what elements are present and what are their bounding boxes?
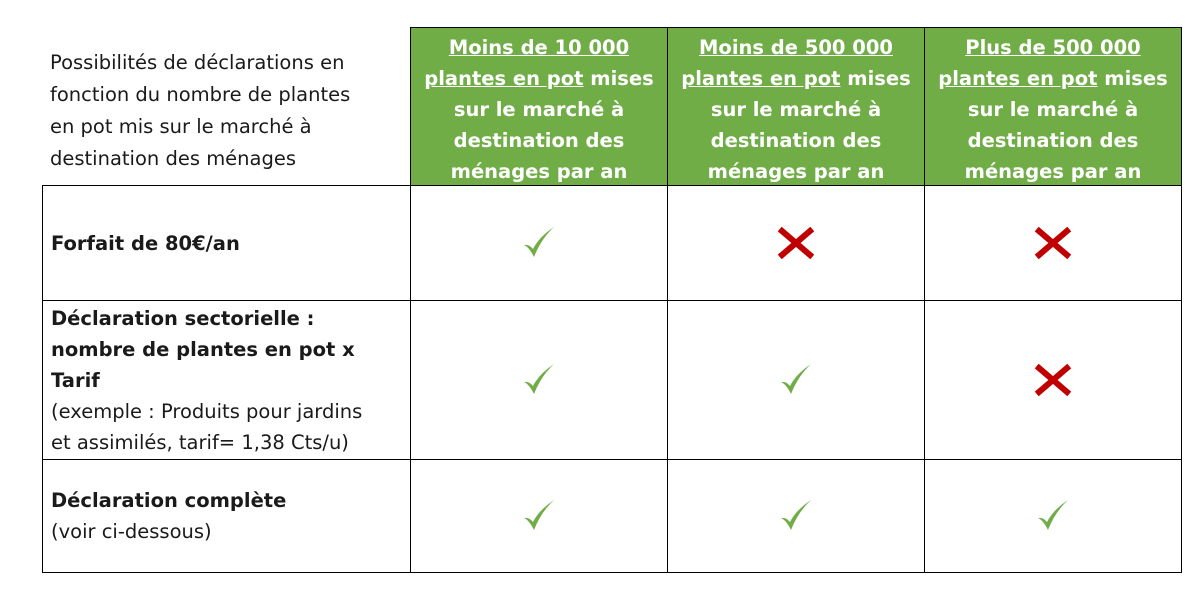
row-label-bold: Forfait de 80€/an <box>51 231 240 255</box>
header-line <box>925 63 1181 94</box>
cross-icon <box>776 223 816 263</box>
check-icon <box>776 496 816 536</box>
header-rest: mises <box>583 67 654 90</box>
row-label-bold: Déclaration sectorielle : <box>51 306 315 330</box>
column-header-under-10000 <box>410 27 668 186</box>
header-line: ménages par an <box>964 160 1142 183</box>
check-icon <box>519 223 559 263</box>
row-label-bold: Déclaration complète <box>51 489 287 512</box>
header-underlined: plantes en pot <box>424 67 584 90</box>
header-underlined: plantes en pot <box>938 67 1098 90</box>
cell-mark <box>410 459 668 573</box>
cell-mark <box>667 459 925 573</box>
cross-icon <box>1033 223 1073 263</box>
header-underlined: plantes en pot <box>681 67 841 90</box>
row-label-forfait <box>42 185 411 301</box>
row-label-note: (exemple : Produits pour jardins <box>51 399 363 423</box>
table-corner-description <box>42 27 410 186</box>
corner-line: destination des ménages <box>50 147 297 170</box>
cross-icon <box>1033 360 1073 400</box>
row-label-note: et assimilés, tarif= 1,38 Cts/u) <box>51 430 349 454</box>
corner-line: Possibilités de déclarations en <box>50 51 345 74</box>
check-icon <box>776 360 816 400</box>
header-line <box>411 63 667 94</box>
row-label-sectorielle <box>42 300 411 460</box>
check-icon <box>1033 496 1073 536</box>
row-label-bold: nombre de plantes en pot x <box>51 337 355 361</box>
cell-mark <box>924 459 1182 573</box>
corner-line: fonction du nombre de plantes <box>50 83 351 106</box>
header-line: destination des <box>967 129 1139 152</box>
header-line: Moins de 500 000 <box>699 36 893 59</box>
header-line: Plus de 500 000 <box>965 36 1141 59</box>
column-header-under-500000 <box>667 27 925 186</box>
check-icon <box>519 360 559 400</box>
header-line: ménages par an <box>707 160 885 183</box>
header-line: sur le marché à <box>967 98 1139 121</box>
cell-mark <box>410 300 668 460</box>
cell-mark <box>924 185 1182 301</box>
cell-mark <box>667 300 925 460</box>
row-label-bold: Tarif <box>51 368 100 392</box>
cell-mark <box>924 300 1182 460</box>
header-line <box>668 63 924 94</box>
check-icon <box>519 496 559 536</box>
cell-mark <box>410 185 668 301</box>
header-rest: mises <box>840 67 911 90</box>
header-line: destination des <box>453 129 625 152</box>
header-rest: mises <box>1097 67 1168 90</box>
cell-mark <box>667 185 925 301</box>
header-line: destination des <box>710 129 882 152</box>
header-line: sur le marché à <box>453 98 625 121</box>
header-line: sur le marché à <box>710 98 882 121</box>
row-label-complete <box>42 459 411 573</box>
header-line: Moins de 10 000 <box>448 36 630 59</box>
row-label-note: (voir ci-dessous) <box>51 520 212 543</box>
header-line: ménages par an <box>450 160 628 183</box>
column-header-over-500000 <box>924 27 1182 186</box>
comparison-table <box>42 27 1182 573</box>
corner-line: en pot mis sur le marché à <box>50 115 312 138</box>
